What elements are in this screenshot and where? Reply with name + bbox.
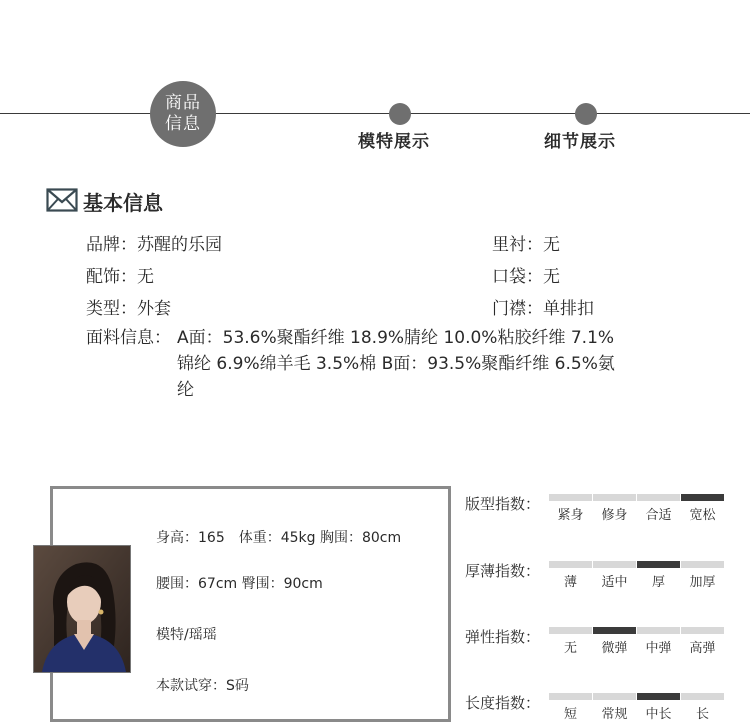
index-option: 合适 — [645, 508, 672, 523]
index-segment-selected — [681, 494, 724, 501]
index-option: 长 — [695, 707, 709, 722]
brand-info: 品牌：苏醒的乐园 — [86, 235, 222, 255]
index-option: 紧身 — [557, 508, 584, 523]
model-photo — [33, 545, 131, 673]
model-measurements-1: 身高：165 体重：45kg 胸围：80cm — [156, 530, 402, 546]
step-model-dot[interactable] — [389, 103, 411, 125]
index-option: 宽松 — [689, 508, 716, 523]
index-segment — [549, 561, 592, 568]
fabric-label: 面料信息： — [86, 328, 171, 348]
index-option: 高弹 — [689, 641, 716, 656]
index-segment — [637, 627, 680, 634]
index-segment — [681, 561, 724, 568]
index-segment — [637, 494, 680, 501]
model-size: 本款试穿：S码 — [156, 678, 249, 694]
index-option: 微弹 — [601, 641, 628, 656]
index-segment — [549, 693, 592, 700]
index-segment — [593, 494, 636, 501]
index-segment-selected — [593, 627, 636, 634]
type-info: 类型：外套 — [86, 299, 171, 319]
index-segment — [549, 627, 592, 634]
step-detail-dot[interactable] — [575, 103, 597, 125]
index-option: 中长 — [645, 707, 672, 722]
index-label: 版型指数： — [465, 495, 541, 513]
step-product-info[interactable] — [150, 81, 216, 147]
model-measurements-2: 腰围：67cm 臀围：90cm — [156, 576, 323, 592]
step-product-info-line1: 商品 — [165, 93, 201, 113]
index-segment-selected — [637, 693, 680, 700]
step-model-label[interactable]: 模特展示 — [358, 132, 430, 152]
index-option: 修身 — [601, 508, 628, 523]
index-option: 薄 — [563, 575, 577, 590]
section-title: 基本信息 — [83, 191, 163, 215]
index-label: 长度指数： — [465, 694, 541, 712]
lining-info: 里衬：无 — [492, 235, 560, 255]
model-name: 模特/瑶瑶 — [156, 627, 217, 643]
index-segment — [593, 693, 636, 700]
envelope-icon — [46, 188, 78, 212]
index-segment — [593, 561, 636, 568]
fabric-value: A面：53.6%聚酯纤维 18.9%腈纶 10.0%粘胶纤维 7.1%锦纶 6.9%绵羊毛 3.5%棉 B面：93.5%聚酯纤维 6.5%氨纶 — [177, 328, 615, 400]
index-label: 弹性指数： — [465, 628, 541, 646]
index-option: 中弹 — [645, 641, 672, 656]
index-option: 适中 — [601, 575, 628, 590]
index-segment — [681, 693, 724, 700]
pocket-info: 口袋：无 — [492, 267, 560, 287]
index-segment — [549, 494, 592, 501]
index-segment — [681, 627, 724, 634]
index-option: 短 — [563, 707, 577, 722]
index-option: 常规 — [601, 707, 628, 722]
index-option: 无 — [563, 641, 577, 656]
step-product-info-line2: 信息 — [165, 114, 201, 134]
index-option: 厚 — [651, 575, 665, 590]
placket-info: 门襟：单排扣 — [492, 299, 594, 319]
accessory-info: 配饰：无 — [86, 267, 154, 287]
step-detail-label[interactable]: 细节展示 — [544, 132, 616, 152]
index-segment-selected — [637, 561, 680, 568]
index-option: 加厚 — [689, 575, 716, 590]
nav-line — [0, 113, 750, 114]
index-label: 厚薄指数： — [465, 562, 541, 580]
